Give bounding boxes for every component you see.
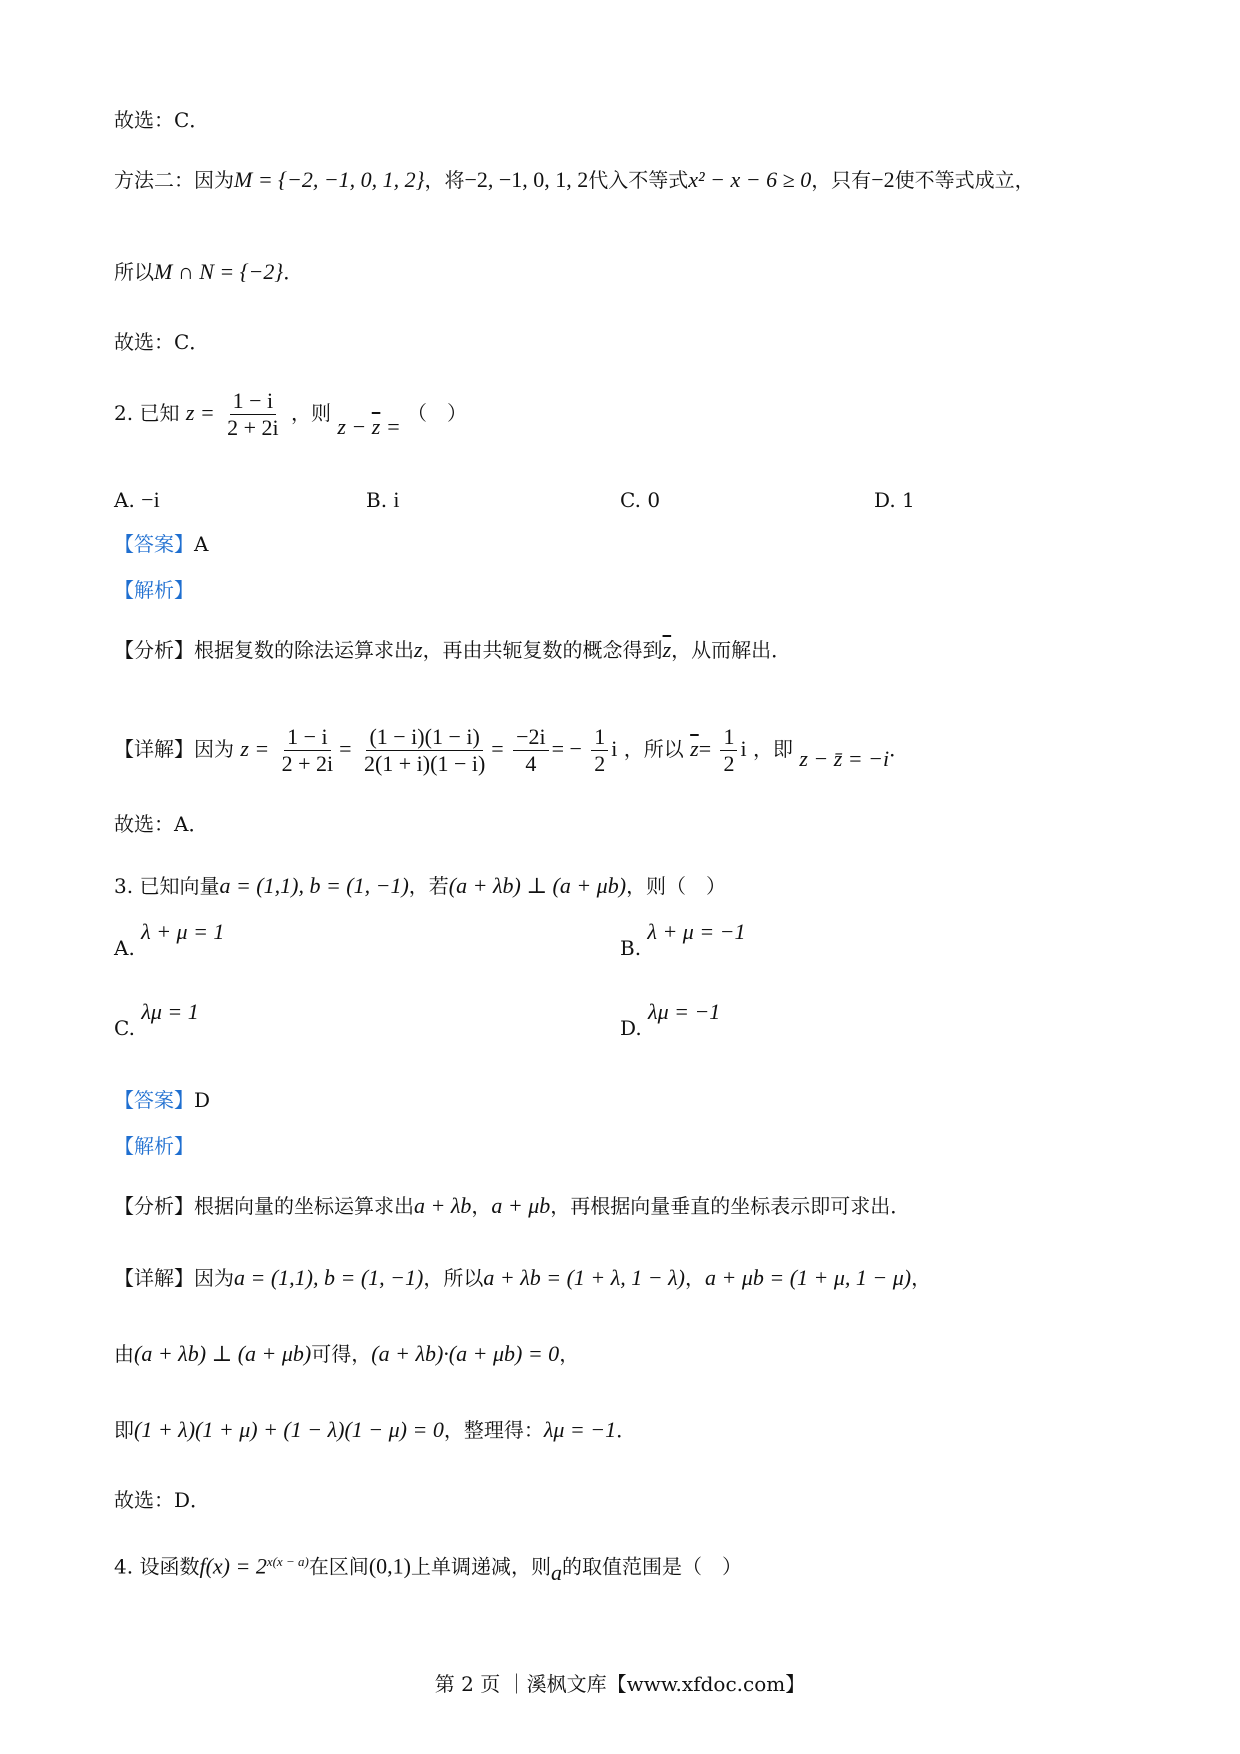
q3-answer [114,1086,210,1114]
question-4-stem: 4. 设函数$f(x) = 2^{x(x - a)}$在区间(0,1)上单调递减，则a的取值范围是（ ） [114,1553,742,1585]
math-z: z = [185,400,215,425]
math-a: a [550,1559,562,1585]
intersection-line [114,258,303,286]
text: 所以 [114,260,154,284]
q2-option-b[interactable]: B. i [366,487,400,512]
fraction [224,388,282,441]
q2-option-a[interactable]: A. −i [114,487,160,512]
math-zbar: $\overline{z}$ [662,637,672,662]
math-interval: (0,1) [368,1553,411,1579]
fraction-1: $\frac{1 - i}{2 + 2i}$ [281,724,334,776]
math-final: z − z̄ = −i [799,746,890,771]
q3-option-a[interactable]: A. λ + μ = 1 [114,919,225,960]
answer-value: A [194,532,209,556]
text: ，只有 [811,168,872,192]
math-expr: $z - \overline{z}$ = [337,414,401,439]
text: 使不等式成立， [894,168,1035,192]
q3-option-c[interactable]: C. λμ = 1 [114,999,199,1040]
fraction-2: $\frac{(1 - i)(1 - i)}{2(1 + i)(1 - i)}$ [363,724,486,776]
conclusion-q1-b: 故选：C． [114,330,210,354]
question-3-stem: 3. 已知向量a = (1,1), b = (1, −1)，若(a + λb) ⊥ (a + μb)，则（ ） [114,873,727,898]
q3-detail: 【详解】因为a = (1,1), b = (1, −1)，所以a + λb = (1 + λ, 1 − λ)，a + μb = (1 + μ, 1 − μ)， [114,1265,932,1290]
fraction-5: $\frac{1}{2}$ [720,724,737,777]
denominator: 2 + 2i [227,415,279,440]
question-number: 2. 已知 [114,401,180,425]
text: ． [283,260,304,284]
numerator: 1 − i [230,388,277,415]
q2-answer [114,530,208,558]
q2-option-d[interactable]: D. 1 [874,488,915,512]
q2-analysis-tag: 【解析】 [114,578,194,602]
math-z: z [414,637,423,662]
q3-option-d[interactable]: D. λμ = −1 [620,999,721,1040]
q3-detail-3: 即(1 + λ)(1 + μ) + (1 − λ)(1 − μ) = 0，整理得：λμ = −1． [114,1417,637,1442]
text: ，将 [424,168,465,192]
q3-analysis-tag: 【解析】 [114,1134,194,1158]
q2-detail: 【详解】因为 z = $\frac{1 - i}{2 + 2i}$ = $\frac{(1 - i)(1 - i)}{2(1 + i)(1 - i)}$ = $\frac{-2i}{4}$ = − $\frac{1}{2}$ i ，所以 $\overline{z}=$ $\frac{1}{2}$ i ，即 z − z̄ = −i． [114,724,910,776]
math-exponent: x(x − a) [266,1554,309,1569]
question-2-stem [114,388,467,441]
q3-conclusion: 故选：D． [114,1488,211,1512]
math-function: f(x) = 2 [199,1553,267,1579]
q2-conclusion: 故选：A． [114,812,209,836]
math-vectors: a = (1,1), b = (1, −1) [219,873,409,898]
conclusion-q1-a: 故选：C． [114,108,210,132]
math-inequality: x² − x − 6 ≥ 0 [688,167,812,192]
math-values: −2, −1, 0, 1, 2 [464,167,589,192]
math-z: z = [240,736,270,761]
q2-fenxi: 【分析】根据复数的除法运算求出z，再由共轭复数的概念得到$\overline{z}$，从而解出． [114,637,792,662]
math-zbar: $\overline{z}$ [690,736,699,761]
q3-detail-2: 由(a + λb) ⊥ (a + μb)可得，(a + λb)·(a + μb) = 0， [114,1341,580,1366]
q3-fenxi: 【分析】根据向量的坐标运算求出a + λb，a + μb，再根据向量垂直的坐标表示即可求出． [114,1193,911,1218]
fraction-3: $\frac{-2i}{4}$ [513,724,549,777]
math-value: −2 [871,167,895,192]
method-two-line [114,166,1035,194]
text: 方法二：因为 [114,168,234,192]
answer-tag: 【答案】 [114,532,194,556]
text: ，则 [290,401,331,425]
answer-tag: 【答案】 [114,1088,194,1112]
answer-value: D [194,1088,211,1112]
math-set-m: M = {−2, −1, 0, 1, 2} [234,167,425,192]
math-intersection: M ∩ N = {−2} [154,259,284,284]
fraction-4: $\frac{1}{2}$ [591,724,608,777]
q2-option-c[interactable]: C. 0 [620,488,661,512]
page-footer: 第 2 页 ｜溪枫文库【www.xfdoc.com】 [434,1672,806,1696]
math-condition: (a + λb) ⊥ (a + μb) [448,873,627,898]
q3-option-b[interactable]: B. λ + μ = −1 [620,919,746,960]
text: 代入不等式 [588,168,689,192]
z-bar: $\overline{z}$ [371,414,381,439]
paren: （ ） [407,401,468,425]
